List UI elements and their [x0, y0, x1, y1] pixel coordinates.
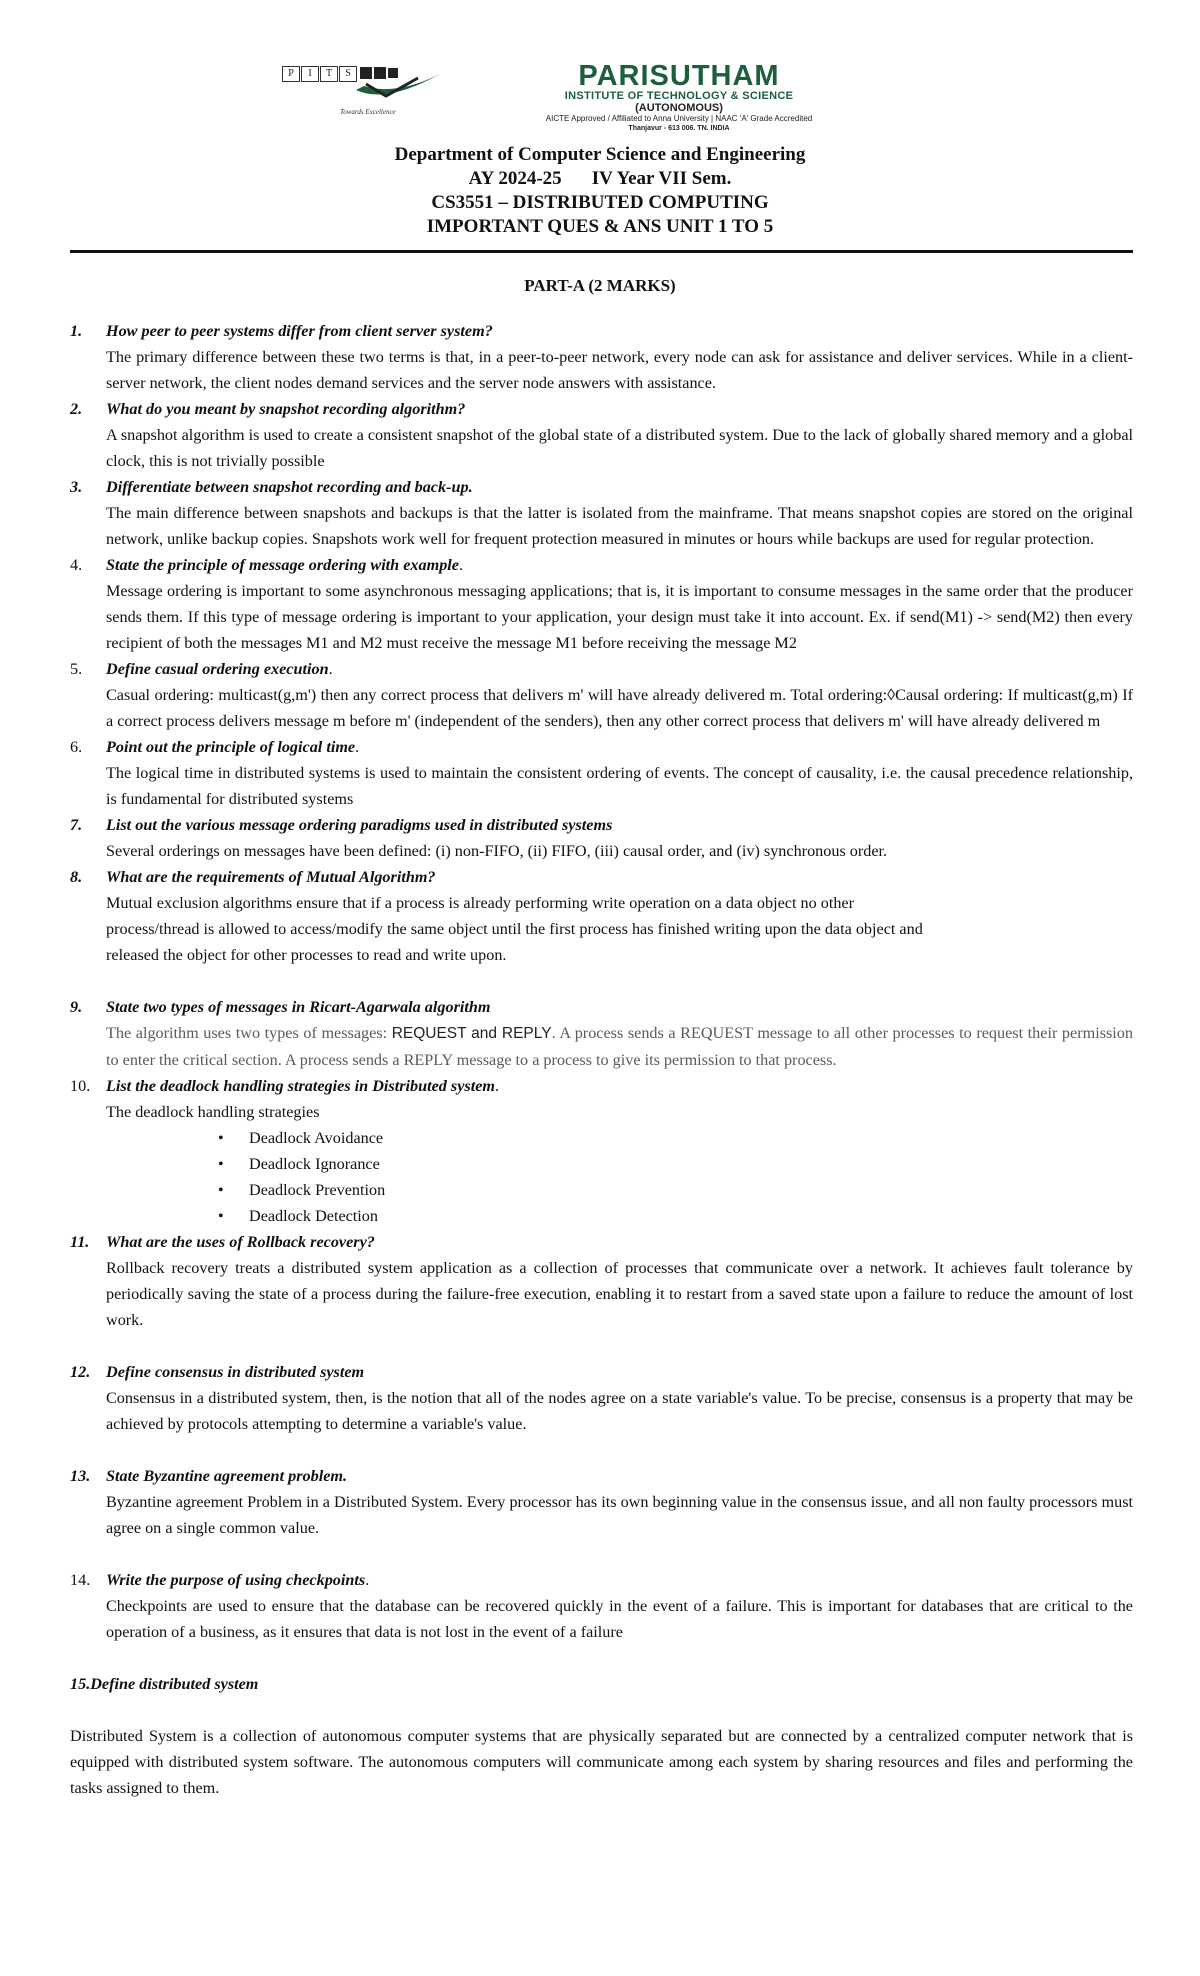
- question-text: List the deadlock handling strategies in Distributed system: [106, 1077, 495, 1095]
- question-number: 9.: [70, 998, 83, 1016]
- list-item: • Deadlock Avoidance: [215, 1125, 1133, 1151]
- question: 10. List the deadlock handling strategies in Distributed system.: [70, 1073, 1133, 1099]
- question-number: 3.: [70, 478, 83, 496]
- answer-text: The algorithm uses two types of messages:: [106, 1024, 392, 1042]
- question: [70, 396, 1133, 422]
- question-number: 2.: [70, 400, 83, 418]
- question-number: 4.: [70, 556, 83, 574]
- answer: A snapshot algorithm is used to create a consistent snapshot of the global state of a distributed system. Due to the lack of globally shared memory and a global clock, this is not trivially possible: [106, 426, 1133, 470]
- answer: The deadlock handling strategies: [106, 1103, 320, 1121]
- question-text: What are the requirements of Mutual Algorithm?: [106, 868, 436, 886]
- logo-swoosh-icon: [356, 66, 442, 106]
- answer: Byzantine agreement Problem in a Distributed System. Every processor has its own beginning value in the consensus issue, and all non faulty processors must agree on a single common value.: [106, 1493, 1133, 1537]
- document-title: IMPORTANT QUES & ANS UNIT 1 TO 5: [426, 216, 774, 237]
- question: [70, 994, 1133, 1020]
- institute-subtitle: INSTITUTE OF TECHNOLOGY & SCIENCE: [564, 90, 794, 102]
- question-text: How peer to peer systems differ from client server system?: [106, 322, 493, 340]
- answer: Message ordering is important to some asynchronous messaging applications; that is, it is important to consume messages in the same order that the producer sends them. If this type of message ordering is important to your application, your design must take it into account. Ex. if send(M1) -> send(M2) then every recipient of both the messages M1 and M2 must receive the message M1 before receiving the message M2: [106, 582, 1133, 652]
- institute-status: (AUTONOMOUS): [635, 102, 723, 114]
- question: 4. State the principle of message ordering with example.: [70, 552, 1133, 578]
- logo-tagline: Towards Excellence: [340, 108, 396, 116]
- semester: IV Year VII Sem.: [591, 168, 732, 189]
- question-text: Differentiate between snapshot recording and back-up.: [106, 478, 473, 496]
- logo-letter: I: [301, 66, 319, 82]
- question-number: 15.: [70, 1675, 91, 1693]
- letterhead: [282, 60, 902, 132]
- question-number: 12.: [70, 1363, 91, 1381]
- question: [70, 864, 1133, 890]
- question-text: Define consensus in distributed system: [106, 1363, 365, 1381]
- question-text: What are the uses of Rollback recovery?: [106, 1233, 375, 1251]
- question-number: 11.: [70, 1233, 90, 1251]
- answer: The primary difference between these two terms is that, in a peer-to-peer network, every node can ask for assistance and deliver services. While in a client-server network, the client nodes demand services and the server node answers with assistance.: [106, 348, 1133, 392]
- question-text: State the principle of message ordering with example: [106, 556, 459, 574]
- logo-letter: P: [282, 66, 300, 82]
- question-text: Point out the principle of logical time: [106, 738, 356, 756]
- answer: Casual ordering: multicast(g,m') then any correct process that delivers m' will have already delivered m. Total ordering:◊Causal ordering: If multicast(g,m) If a correct process delivers message m before m' (independent of the senders), then any other correct process that delivers m' will have already delivered m: [106, 686, 1133, 730]
- question-number: 13.: [70, 1467, 91, 1485]
- answer-highlight: REQUEST and REPLY: [391, 1025, 552, 1042]
- question-text: Define casual ordering execution: [106, 660, 329, 678]
- question: [70, 1359, 1133, 1385]
- logo-letter: S: [339, 66, 357, 82]
- question-number: 6.: [70, 738, 83, 756]
- list-item: • Deadlock Ignorance: [215, 1151, 1133, 1177]
- header-divider: [70, 250, 1133, 253]
- question: [70, 812, 1133, 838]
- answer: Consensus in a distributed system, then, is the notion that all of the nodes agree on a state variable's value. To be precise, consensus is a property that may be achieved by protocols attempting to determine a variable's value.: [106, 1389, 1133, 1433]
- question-text: State Byzantine agreement problem.: [106, 1467, 348, 1485]
- document-header: [0, 143, 1200, 239]
- question: [70, 1229, 1133, 1255]
- answer-text: . A process sends a REQUEST message to all other processes to request their permission to enter the critical section. A process sends a REPLY message to a process to give its permission to that process.: [106, 1024, 1133, 1069]
- answer-line: process/thread is allowed to access/modify the same object until the first process has finished writing upon the data object and: [106, 920, 923, 938]
- question-number: 1.: [70, 322, 83, 340]
- bullet-list: [70, 1125, 1133, 1229]
- list-item: • Deadlock Prevention: [215, 1177, 1133, 1203]
- question: [70, 474, 1133, 500]
- answer: The logical time in distributed systems is used to maintain the consistent ordering of events. The concept of causality, i.e. the causal precedence relationship, is fundamental for distributed systems: [106, 764, 1133, 808]
- question-number: 14.: [70, 1571, 91, 1589]
- academic-year-line: [0, 167, 1200, 191]
- answer: [70, 1020, 1133, 1073]
- question-number: 7.: [70, 816, 83, 834]
- department-title: Department of Computer Science and Engineering: [394, 144, 806, 165]
- question-text: State two types of messages in Ricart-Agarwala algorithm: [106, 998, 491, 1016]
- question: [70, 1463, 1133, 1489]
- question: 14. Write the purpose of using checkpoints.: [70, 1567, 1133, 1593]
- question: [70, 318, 1133, 344]
- part-title: PART-A (2 MARKS): [524, 276, 676, 295]
- qa-list: [70, 318, 1133, 1801]
- question-number: 5.: [70, 660, 83, 678]
- course-title: CS3551 – DISTRIBUTED COMPUTING: [431, 192, 769, 213]
- answer: The main difference between snapshots and backups is that the latter is isolated from the mainframe. That means snapshot copies are stored on the original network, unlike backup copies. Snapshots work well for frequent protection measured in minutes or hours while backups are used for regular protection.: [106, 504, 1133, 548]
- answer: Checkpoints are used to ensure that the database can be recovered quickly in the event of a failure. This is important for databases that are critical to the operation of a business, as it ensures that data is not lost in the event of a failure: [106, 1597, 1133, 1641]
- answer-line: Mutual exclusion algorithms ensure that if a process is already performing write operation on a data object no other: [106, 894, 854, 912]
- answer: Several orderings on messages have been defined: (i) non-FIFO, (ii) FIFO, (iii) causal order, and (iv) synchronous order.: [106, 842, 888, 860]
- answer: [70, 890, 1133, 968]
- question: 6. Point out the principle of logical time.: [70, 734, 1133, 760]
- question-number: 10.: [70, 1077, 91, 1095]
- institute-approval: AICTE Approved / Affiliated to Anna University | NAAC 'A' Grade Accredited: [545, 114, 813, 123]
- institute-logo: [282, 66, 442, 118]
- institute-name-block: [464, 62, 894, 133]
- question-number: 8.: [70, 868, 83, 886]
- answer: Rollback recovery treats a distributed system application as a collection of processes that communicate over a network. It achieves fault tolerance by periodically saving the state of a process during the failure-free execution, enabling it to restart from a saved state upon a failure to reduce the amount of lost work.: [106, 1259, 1133, 1329]
- logo-letter: T: [320, 66, 338, 82]
- academic-year: AY 2024-25: [468, 168, 562, 189]
- question-text: What do you meant by snapshot recording algorithm?: [106, 400, 466, 418]
- question-text: Define distributed system: [90, 1675, 259, 1693]
- answer-line: released the object for other processes to read and write upon.: [106, 946, 507, 964]
- question: 5. Define casual ordering execution.: [70, 656, 1133, 682]
- institute-address: Thanjavur - 613 006. TN. INDIA: [628, 125, 730, 132]
- question-text: List out the various message ordering paradigms used in distributed systems: [106, 816, 613, 834]
- question: [70, 1671, 1133, 1697]
- institute-name: PARISUTHAM: [578, 60, 780, 92]
- answer: Distributed System is a collection of autonomous computer systems that are physically separated but are connected by a centralized computer network that is equipped with distributed system software. The autonomous computers will communicate among each system by sharing resources and files and performing the tasks assigned to them.: [70, 1727, 1133, 1797]
- question-text: Write the purpose of using checkpoints: [106, 1571, 366, 1589]
- list-item: • Deadlock Detection: [215, 1203, 1133, 1229]
